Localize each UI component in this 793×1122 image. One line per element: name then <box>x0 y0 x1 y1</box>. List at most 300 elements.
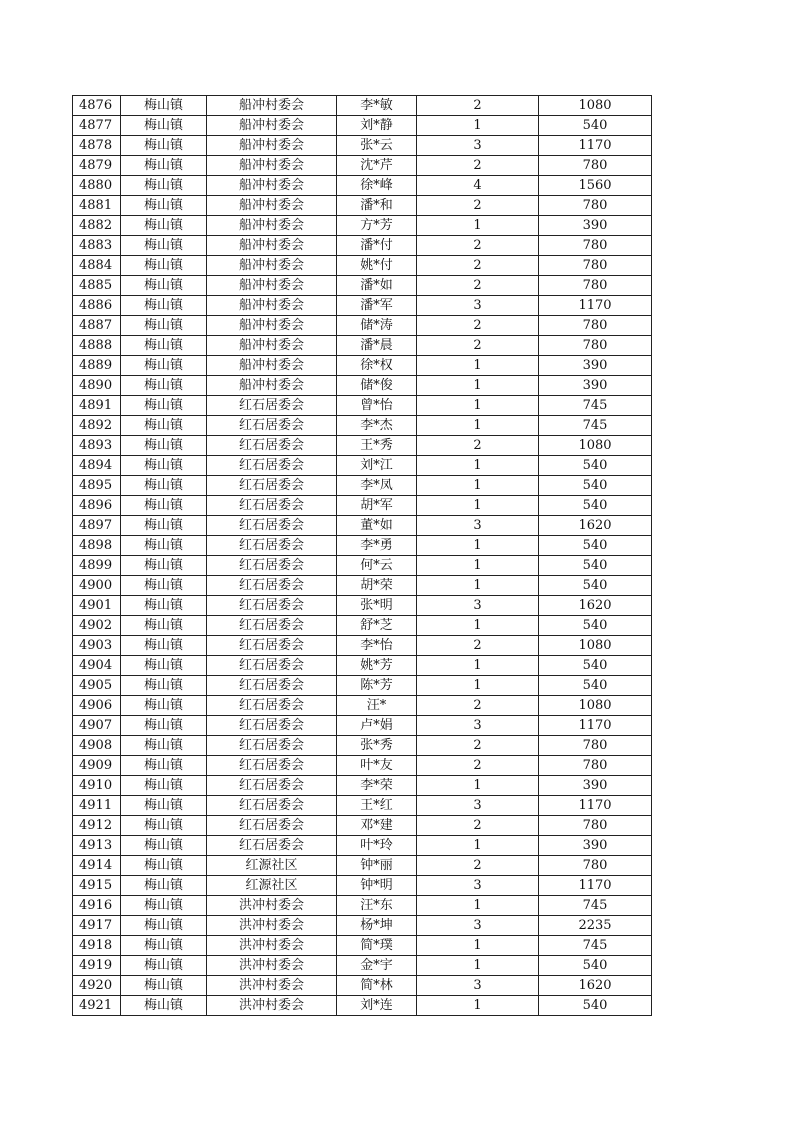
amount-cell: 780 <box>539 736 652 756</box>
table-row <box>73 96 652 116</box>
committee-cell: 船冲村委会 <box>207 116 337 136</box>
amount-cell: 1080 <box>539 436 652 456</box>
town-cell: 梅山镇 <box>121 556 207 576</box>
name-cell: 杨*坤 <box>337 916 417 936</box>
record-id-cell: 4897 <box>73 516 121 536</box>
name-cell: 刘*连 <box>337 996 417 1016</box>
name-cell: 李*凤 <box>337 476 417 496</box>
household-size-cell: 1 <box>417 396 539 416</box>
committee-cell: 船冲村委会 <box>207 136 337 156</box>
town-cell: 梅山镇 <box>121 696 207 716</box>
name-cell: 王*秀 <box>337 436 417 456</box>
town-cell: 梅山镇 <box>121 256 207 276</box>
record-id-cell: 4895 <box>73 476 121 496</box>
committee-cell: 红石居委会 <box>207 776 337 796</box>
table-row <box>73 536 652 556</box>
town-cell: 梅山镇 <box>121 976 207 996</box>
name-cell: 钟*明 <box>337 876 417 896</box>
name-cell: 曾*怡 <box>337 396 417 416</box>
household-size-cell: 1 <box>417 416 539 436</box>
amount-cell: 540 <box>539 456 652 476</box>
table-row <box>73 876 652 896</box>
town-cell: 梅山镇 <box>121 296 207 316</box>
committee-cell: 洪冲村委会 <box>207 996 337 1016</box>
committee-cell: 红石居委会 <box>207 536 337 556</box>
town-cell: 梅山镇 <box>121 656 207 676</box>
town-cell: 梅山镇 <box>121 856 207 876</box>
household-size-cell: 2 <box>417 436 539 456</box>
table-row <box>73 816 652 836</box>
table-row <box>73 236 652 256</box>
committee-cell: 红源社区 <box>207 856 337 876</box>
amount-cell: 540 <box>539 496 652 516</box>
name-cell: 何*云 <box>337 556 417 576</box>
committee-cell: 红石居委会 <box>207 456 337 476</box>
table-row <box>73 396 652 416</box>
town-cell: 梅山镇 <box>121 116 207 136</box>
record-id-cell: 4914 <box>73 856 121 876</box>
household-size-cell: 1 <box>417 376 539 396</box>
town-cell: 梅山镇 <box>121 676 207 696</box>
name-cell: 方*芳 <box>337 216 417 236</box>
household-size-cell: 2 <box>417 636 539 656</box>
name-cell: 潘*如 <box>337 276 417 296</box>
amount-cell: 1080 <box>539 96 652 116</box>
table-row <box>73 696 652 716</box>
table-row <box>73 676 652 696</box>
table-row <box>73 156 652 176</box>
table-row <box>73 796 652 816</box>
amount-cell: 780 <box>539 236 652 256</box>
name-cell: 邓*建 <box>337 816 417 836</box>
household-size-cell: 1 <box>417 556 539 576</box>
committee-cell: 船冲村委会 <box>207 216 337 236</box>
record-id-cell: 4887 <box>73 316 121 336</box>
table-row <box>73 656 652 676</box>
name-cell: 胡*军 <box>337 496 417 516</box>
record-id-cell: 4889 <box>73 356 121 376</box>
household-size-cell: 3 <box>417 876 539 896</box>
household-size-cell: 1 <box>417 676 539 696</box>
town-cell: 梅山镇 <box>121 476 207 496</box>
committee-cell: 红石居委会 <box>207 636 337 656</box>
table-row <box>73 196 652 216</box>
name-cell: 李*怡 <box>337 636 417 656</box>
committee-cell: 船冲村委会 <box>207 196 337 216</box>
record-id-cell: 4903 <box>73 636 121 656</box>
town-cell: 梅山镇 <box>121 536 207 556</box>
amount-cell: 780 <box>539 336 652 356</box>
household-size-cell: 1 <box>417 456 539 476</box>
amount-cell: 745 <box>539 936 652 956</box>
amount-cell: 780 <box>539 156 652 176</box>
household-size-cell: 3 <box>417 136 539 156</box>
committee-cell: 船冲村委会 <box>207 296 337 316</box>
town-cell: 梅山镇 <box>121 716 207 736</box>
table-row <box>73 596 652 616</box>
table-row <box>73 776 652 796</box>
town-cell: 梅山镇 <box>121 136 207 156</box>
name-cell: 沈*芹 <box>337 156 417 176</box>
committee-cell: 红石居委会 <box>207 436 337 456</box>
amount-cell: 2235 <box>539 916 652 936</box>
amount-cell: 1620 <box>539 976 652 996</box>
household-size-cell: 1 <box>417 896 539 916</box>
table-row <box>73 616 652 636</box>
record-id-cell: 4920 <box>73 976 121 996</box>
amount-cell: 390 <box>539 376 652 396</box>
town-cell: 梅山镇 <box>121 416 207 436</box>
record-id-cell: 4896 <box>73 496 121 516</box>
record-id-cell: 4921 <box>73 996 121 1016</box>
record-id-cell: 4893 <box>73 436 121 456</box>
record-id-cell: 4904 <box>73 656 121 676</box>
table-row <box>73 416 652 436</box>
committee-cell: 红石居委会 <box>207 616 337 636</box>
amount-cell: 780 <box>539 276 652 296</box>
name-cell: 汪*东 <box>337 896 417 916</box>
record-id-cell: 4915 <box>73 876 121 896</box>
table-row <box>73 576 652 596</box>
table-row <box>73 356 652 376</box>
record-id-cell: 4876 <box>73 96 121 116</box>
record-id-cell: 4882 <box>73 216 121 236</box>
record-id-cell: 4880 <box>73 176 121 196</box>
town-cell: 梅山镇 <box>121 896 207 916</box>
amount-cell: 780 <box>539 856 652 876</box>
committee-cell: 船冲村委会 <box>207 256 337 276</box>
record-id-cell: 4891 <box>73 396 121 416</box>
amount-cell: 540 <box>539 956 652 976</box>
name-cell: 董*如 <box>337 516 417 536</box>
amount-cell: 1560 <box>539 176 652 196</box>
record-id-cell: 4890 <box>73 376 121 396</box>
table-row <box>73 976 652 996</box>
household-size-cell: 2 <box>417 736 539 756</box>
committee-cell: 洪冲村委会 <box>207 976 337 996</box>
town-cell: 梅山镇 <box>121 436 207 456</box>
name-cell: 姚*芳 <box>337 656 417 676</box>
records-table-body <box>73 96 652 1016</box>
name-cell: 钟*丽 <box>337 856 417 876</box>
record-id-cell: 4898 <box>73 536 121 556</box>
committee-cell: 红石居委会 <box>207 516 337 536</box>
committee-cell: 红石居委会 <box>207 496 337 516</box>
household-size-cell: 1 <box>417 836 539 856</box>
household-size-cell: 3 <box>417 796 539 816</box>
committee-cell: 船冲村委会 <box>207 316 337 336</box>
committee-cell: 红石居委会 <box>207 716 337 736</box>
household-size-cell: 2 <box>417 156 539 176</box>
town-cell: 梅山镇 <box>121 396 207 416</box>
name-cell: 潘*晨 <box>337 336 417 356</box>
name-cell: 李*敏 <box>337 96 417 116</box>
town-cell: 梅山镇 <box>121 176 207 196</box>
table-row <box>73 436 652 456</box>
record-id-cell: 4892 <box>73 416 121 436</box>
table-row <box>73 216 652 236</box>
record-id-cell: 4899 <box>73 556 121 576</box>
town-cell: 梅山镇 <box>121 236 207 256</box>
amount-cell: 745 <box>539 896 652 916</box>
name-cell: 陈*芳 <box>337 676 417 696</box>
table-row <box>73 996 652 1016</box>
amount-cell: 390 <box>539 216 652 236</box>
record-id-cell: 4878 <box>73 136 121 156</box>
table-row <box>73 496 652 516</box>
household-size-cell: 1 <box>417 536 539 556</box>
name-cell: 张*明 <box>337 596 417 616</box>
household-size-cell: 2 <box>417 256 539 276</box>
amount-cell: 780 <box>539 256 652 276</box>
record-id-cell: 4883 <box>73 236 121 256</box>
amount-cell: 1620 <box>539 516 652 536</box>
name-cell: 徐*峰 <box>337 176 417 196</box>
name-cell: 李*荣 <box>337 776 417 796</box>
town-cell: 梅山镇 <box>121 456 207 476</box>
record-id-cell: 4908 <box>73 736 121 756</box>
household-size-cell: 1 <box>417 616 539 636</box>
committee-cell: 红石居委会 <box>207 596 337 616</box>
committee-cell: 船冲村委会 <box>207 376 337 396</box>
table-row <box>73 176 652 196</box>
table-row <box>73 956 652 976</box>
table-row <box>73 896 652 916</box>
name-cell: 简*璞 <box>337 936 417 956</box>
household-size-cell: 2 <box>417 816 539 836</box>
amount-cell: 780 <box>539 196 652 216</box>
record-id-cell: 4912 <box>73 816 121 836</box>
town-cell: 梅山镇 <box>121 636 207 656</box>
committee-cell: 洪冲村委会 <box>207 936 337 956</box>
household-size-cell: 2 <box>417 236 539 256</box>
town-cell: 梅山镇 <box>121 996 207 1016</box>
amount-cell: 1080 <box>539 696 652 716</box>
table-row <box>73 636 652 656</box>
committee-cell: 红石居委会 <box>207 656 337 676</box>
committee-cell: 洪冲村委会 <box>207 956 337 976</box>
town-cell: 梅山镇 <box>121 576 207 596</box>
committee-cell: 红石居委会 <box>207 696 337 716</box>
table-row <box>73 256 652 276</box>
amount-cell: 540 <box>539 116 652 136</box>
table-row <box>73 556 652 576</box>
committee-cell: 红石居委会 <box>207 476 337 496</box>
name-cell: 姚*付 <box>337 256 417 276</box>
amount-cell: 1080 <box>539 636 652 656</box>
record-id-cell: 4877 <box>73 116 121 136</box>
household-size-cell: 4 <box>417 176 539 196</box>
name-cell: 潘*军 <box>337 296 417 316</box>
amount-cell: 745 <box>539 396 652 416</box>
record-id-cell: 4907 <box>73 716 121 736</box>
amount-cell: 780 <box>539 756 652 776</box>
name-cell: 舒*芝 <box>337 616 417 636</box>
record-id-cell: 4886 <box>73 296 121 316</box>
name-cell: 张*秀 <box>337 736 417 756</box>
amount-cell: 1170 <box>539 296 652 316</box>
committee-cell: 船冲村委会 <box>207 96 337 116</box>
amount-cell: 540 <box>539 576 652 596</box>
record-id-cell: 4906 <box>73 696 121 716</box>
amount-cell: 1170 <box>539 136 652 156</box>
household-size-cell: 3 <box>417 596 539 616</box>
table-row <box>73 916 652 936</box>
household-size-cell: 3 <box>417 916 539 936</box>
name-cell: 潘*付 <box>337 236 417 256</box>
record-id-cell: 4910 <box>73 776 121 796</box>
table-row <box>73 276 652 296</box>
table-row <box>73 476 652 496</box>
committee-cell: 红石居委会 <box>207 836 337 856</box>
committee-cell: 船冲村委会 <box>207 156 337 176</box>
household-size-cell: 3 <box>417 976 539 996</box>
amount-cell: 1170 <box>539 716 652 736</box>
amount-cell: 390 <box>539 356 652 376</box>
household-size-cell: 3 <box>417 516 539 536</box>
town-cell: 梅山镇 <box>121 276 207 296</box>
table-row <box>73 736 652 756</box>
name-cell: 李*杰 <box>337 416 417 436</box>
town-cell: 梅山镇 <box>121 616 207 636</box>
household-size-cell: 2 <box>417 756 539 776</box>
town-cell: 梅山镇 <box>121 776 207 796</box>
household-size-cell: 2 <box>417 96 539 116</box>
table-row <box>73 456 652 476</box>
town-cell: 梅山镇 <box>121 836 207 856</box>
amount-cell: 780 <box>539 816 652 836</box>
table-row <box>73 296 652 316</box>
committee-cell: 洪冲村委会 <box>207 916 337 936</box>
town-cell: 梅山镇 <box>121 736 207 756</box>
town-cell: 梅山镇 <box>121 756 207 776</box>
record-id-cell: 4916 <box>73 896 121 916</box>
table-row <box>73 756 652 776</box>
table-row <box>73 716 652 736</box>
name-cell: 卢*娟 <box>337 716 417 736</box>
household-size-cell: 3 <box>417 716 539 736</box>
household-size-cell: 1 <box>417 656 539 676</box>
name-cell: 刘*江 <box>337 456 417 476</box>
committee-cell: 红石居委会 <box>207 796 337 816</box>
amount-cell: 540 <box>539 616 652 636</box>
amount-cell: 540 <box>539 676 652 696</box>
amount-cell: 780 <box>539 316 652 336</box>
committee-cell: 红源社区 <box>207 876 337 896</box>
name-cell: 李*勇 <box>337 536 417 556</box>
amount-cell: 540 <box>539 656 652 676</box>
amount-cell: 1170 <box>539 876 652 896</box>
amount-cell: 540 <box>539 536 652 556</box>
amount-cell: 745 <box>539 416 652 436</box>
town-cell: 梅山镇 <box>121 876 207 896</box>
table-row <box>73 836 652 856</box>
committee-cell: 船冲村委会 <box>207 176 337 196</box>
household-size-cell: 2 <box>417 856 539 876</box>
record-id-cell: 4901 <box>73 596 121 616</box>
town-cell: 梅山镇 <box>121 596 207 616</box>
committee-cell: 红石居委会 <box>207 416 337 436</box>
town-cell: 梅山镇 <box>121 96 207 116</box>
table-row <box>73 936 652 956</box>
town-cell: 梅山镇 <box>121 216 207 236</box>
town-cell: 梅山镇 <box>121 816 207 836</box>
committee-cell: 红石居委会 <box>207 396 337 416</box>
amount-cell: 1620 <box>539 596 652 616</box>
table-row <box>73 116 652 136</box>
table-row <box>73 376 652 396</box>
record-id-cell: 4881 <box>73 196 121 216</box>
amount-cell: 540 <box>539 556 652 576</box>
committee-cell: 红石居委会 <box>207 736 337 756</box>
committee-cell: 船冲村委会 <box>207 276 337 296</box>
town-cell: 梅山镇 <box>121 316 207 336</box>
name-cell: 潘*和 <box>337 196 417 216</box>
household-size-cell: 2 <box>417 196 539 216</box>
name-cell: 金*宇 <box>337 956 417 976</box>
name-cell: 徐*权 <box>337 356 417 376</box>
household-size-cell: 2 <box>417 696 539 716</box>
town-cell: 梅山镇 <box>121 936 207 956</box>
record-id-cell: 4913 <box>73 836 121 856</box>
name-cell: 胡*荣 <box>337 576 417 596</box>
name-cell: 储*俊 <box>337 376 417 396</box>
town-cell: 梅山镇 <box>121 376 207 396</box>
name-cell: 简*林 <box>337 976 417 996</box>
town-cell: 梅山镇 <box>121 496 207 516</box>
committee-cell: 红石居委会 <box>207 676 337 696</box>
table-row <box>73 336 652 356</box>
household-size-cell: 3 <box>417 296 539 316</box>
committee-cell: 船冲村委会 <box>207 356 337 376</box>
household-size-cell: 1 <box>417 576 539 596</box>
amount-cell: 540 <box>539 476 652 496</box>
town-cell: 梅山镇 <box>121 956 207 976</box>
town-cell: 梅山镇 <box>121 356 207 376</box>
record-id-cell: 4902 <box>73 616 121 636</box>
household-size-cell: 1 <box>417 116 539 136</box>
committee-cell: 红石居委会 <box>207 756 337 776</box>
name-cell: 张*云 <box>337 136 417 156</box>
household-size-cell: 1 <box>417 356 539 376</box>
town-cell: 梅山镇 <box>121 156 207 176</box>
amount-cell: 540 <box>539 996 652 1016</box>
table-row <box>73 316 652 336</box>
record-id-cell: 4918 <box>73 936 121 956</box>
town-cell: 梅山镇 <box>121 196 207 216</box>
committee-cell: 船冲村委会 <box>207 336 337 356</box>
amount-cell: 390 <box>539 836 652 856</box>
record-id-cell: 4884 <box>73 256 121 276</box>
committee-cell: 红石居委会 <box>207 576 337 596</box>
name-cell: 汪* <box>337 696 417 716</box>
committee-cell: 红石居委会 <box>207 816 337 836</box>
household-size-cell: 1 <box>417 476 539 496</box>
household-size-cell: 1 <box>417 496 539 516</box>
household-size-cell: 2 <box>417 276 539 296</box>
record-id-cell: 4919 <box>73 956 121 976</box>
table-row <box>73 856 652 876</box>
household-size-cell: 1 <box>417 776 539 796</box>
name-cell: 叶*玲 <box>337 836 417 856</box>
record-id-cell: 4894 <box>73 456 121 476</box>
name-cell: 刘*静 <box>337 116 417 136</box>
name-cell: 储*涛 <box>337 316 417 336</box>
household-size-cell: 1 <box>417 216 539 236</box>
town-cell: 梅山镇 <box>121 916 207 936</box>
record-id-cell: 4905 <box>73 676 121 696</box>
record-id-cell: 4909 <box>73 756 121 776</box>
